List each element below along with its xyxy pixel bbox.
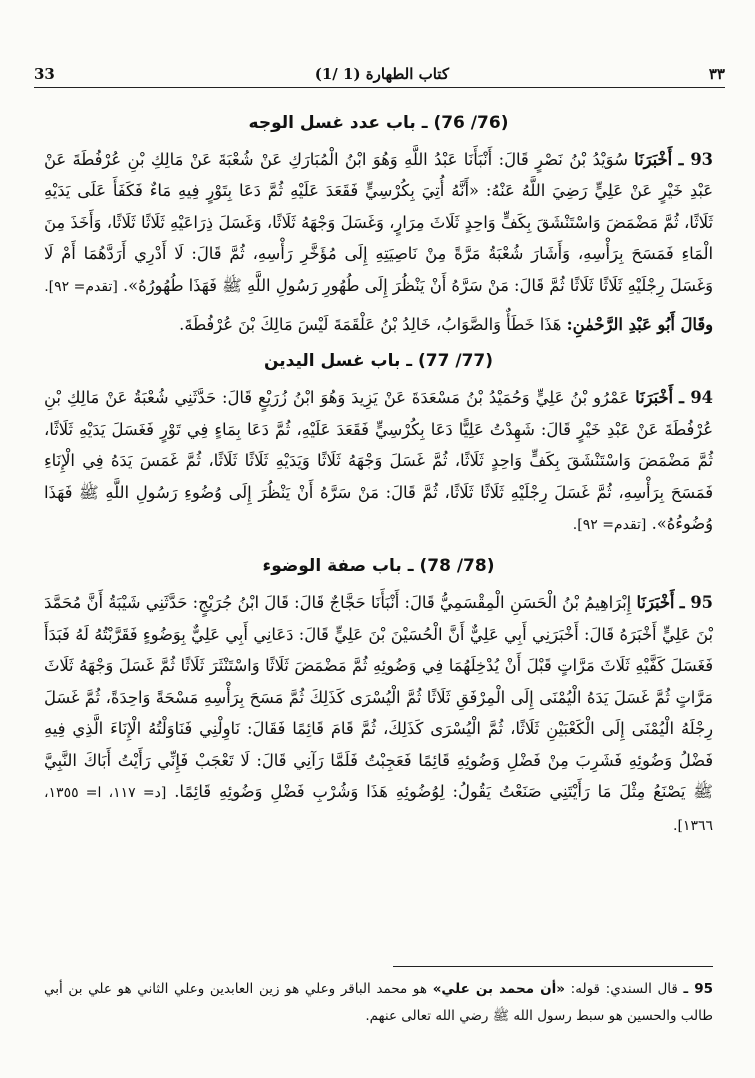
hadith-95 (44, 587, 713, 842)
author-note-text: هَذَا خَطَأٌ وَالصَّوَابُ، خَالِدُ بْنُ عَلْقَمَةَ لَيْسَ مَالِكَ بْنَ عُرْفُطَةَ. (179, 315, 562, 335)
footnote-divider (393, 966, 713, 967)
author-note (44, 309, 713, 340)
cross-reference: [تقدم= ٩٢]. (572, 517, 647, 534)
narration-keyword: أَخْبَرَنَا (636, 593, 675, 613)
running-head (34, 54, 725, 88)
hadith-number: 94 ـ (679, 388, 713, 408)
chapter-heading-76: (76/ 76) ـ باب عدد غسل الوجه (248, 113, 509, 133)
narration-keyword: أَخْبَرَنَا (635, 388, 674, 408)
footnote-number: 95 ـ (683, 981, 713, 997)
hadith-number: 93 ـ (678, 150, 713, 169)
page-number-arabic: ٣٣ (708, 65, 725, 83)
hadith-text: سُوَيْدُ بْنُ نَصْرٍ قَالَ: أَنْبَأَنَا عَبْدُ اللَّهِ وَهُوَ ابْنُ الْمُبَارَكِ عَنْ شُعْبَةَ عَنْ مَالِكِ بْنِ عُرْفُطَةَ عَنْ عَبْدِ خَيْرٍ عَنْ عَلِيٍّ رَضِيَ اللَّهُ عَنْهُ: «أَنَّهُ أُتِيَ بِكُرْسِيٍّ فَقَعَدَ عَلَيْهِ ثُمَّ دَعَا بِتَوْرٍ فِيهِ مَاءٌ فَكَفَأَ عَلَى يَدَيْهِ ثَلَاثًا، ثُمَّ مَضْمَضَ وَاسْتَنْشَقَ بِكَفٍّ وَاحِدٍ ثَلَاثَ مِرَارٍ، وَغَسَلَ وَجْهَهُ ثَلَاثًا، وَغَسَلَ ذِرَاعَيْهِ ثَلَاثًا ثَلَاثًا، وَأَخَذَ مِنَ الْمَاءِ فَمَسَحَ بِرَأْسِهِ، وَأَشَارَ شُعْبَةُ مَرَّةً مِنْ نَاصِيَتِهِ إِلَى مُؤَخَّرِ رَأْسِهِ، ثُمَّ قَالَ: لَا أَدْرِي أَرَدَّهُمَا أَمْ لَا وَغَسَلَ رِجْلَيْهِ ثَلَاثًا ثَلَاثًا ثُمَّ قَالَ: مَنْ سَرَّهُ أَنْ يَنْظُرَ إِلَى طُهُورِ رَسُولِ اللَّهِ ﷺ فَهَذَا طُهُورُهُ». (44, 150, 713, 295)
footnote-text: هو محمد الباقر وعلي هو زين العابدين وعلي الثاني هو علي بن أبي طالب والحسين هو سبط رسول الله ﷺ رضي الله تعالى عنهم. (44, 981, 713, 1024)
hadith-text: إِبْرَاهِيمُ بْنُ الْحَسَنِ الْمِقْسَمِيُّ قَالَ: أَنْبَأَنَا حَجَّاجٌ قَالَ: قَالَ ابْنُ جُرَيْجٍ: حَدَّثَنِي شَيْبَةُ أَنَّ مُحَمَّدَ بْنَ عَلِيٍّ أَخْبَرَهُ قَالَ: أَخْبَرَنِي أَبِي عَلِيٌّ أَنَّ الْحُسَيْنَ بْنَ عَلِيٍّ قَالَ: دَعَانِي أَبِي عَلِيٌّ بِوَضُوءٍ فَقَرَّبْتُهُ لَهُ فَبَدَأَ فَغَسَلَ كَفَّيْهِ ثَلَاثَ مَرَّاتٍ قَبْلَ أَنْ يُدْخِلَهُمَا فِي وَضُوئِهِ ثُمَّ مَضْمَضَ ثَلَاثًا وَاسْتَنْثَرَ ثَلَاثًا ثُمَّ غَسَلَ وَجْهَهُ ثَلَاثَ مَرَّاتٍ ثُمَّ غَسَلَ يَدَهُ الْيُمْنَى إِلَى الْمِرْفَقِ ثَلَاثًا ثُمَّ الْيُسْرَى كَذَلِكَ ثُمَّ مَسَحَ بِرَأْسِهِ مَسْحَةً وَاحِدَةً، ثُمَّ غَسَلَ رِجْلَهُ الْيُمْنَى إِلَى الْكَعْبَيْنِ ثَلَاثًا، ثُمَّ الْيُسْرَى كَذَلِكَ، ثُمَّ قَامَ قَائِمًا فَقَالَ: نَاوِلْنِي فَنَاوَلْتُهُ الْإِنَاءَ الَّذِي فِيهِ فَضْلُ وَضُوئِهِ فَشَرِبَ مِنْ فَضْلِ وَضُوئِهِ قَائِمًا فَعَجِبْتُ فَلَمَّا رَآنِي قَالَ: لَا تَعْجَبْ فَإِنِّي رَأَيْتُ أَبَاكَ النَّبِيَّ ﷺ يَصْنَعُ مِثْلَ مَا رَأَيْتَنِي صَنَعْتُ يَقُولُ: لِوُضُوئِهِ هَذَا وَشُرْبِ فَضْلِ وَضُوئِهِ قَائِمًا. (44, 593, 713, 801)
chapter-heading-78: (78/ 78) ـ باب صفة الوضوء (262, 556, 495, 577)
hadith-text: عَمْرُو بْنُ عَلِيٍّ وَحُمَيْدُ بْنُ مَسْعَدَةَ عَنْ يَزِيدَ وَهُوَ ابْنُ زُرَيْعٍ قَالَ: حَدَّثَنِي شُعْبَةُ عَنْ مَالِكِ بْنِ عُرْفُطَةَ عَنْ عَبْدِ خَيْرٍ قَالَ: شَهِدْتُ عَلِيًّا دَعَا بِكُرْسِيٍّ فَقَعَدَ عَلَيْهِ، ثُمَّ دَعَا بِمَاءٍ فِي تَوْرٍ فَغَسَلَ يَدَيْهِ ثَلَاثًا، ثُمَّ مَضْمَضَ وَاسْتَنْشَقَ بِكَفٍّ وَاحِدٍ ثَلَاثًا، ثُمَّ غَسَلَ وَجْهَهُ ثَلَاثًا وَيَدَيْهِ ثَلَاثًا ثَلَاثًا، ثُمَّ غَمَسَ يَدَهُ فِي الْإِنَاءِ فَمَسَحَ بِرَأْسِهِ، ثُمَّ غَسَلَ رِجْلَيْهِ ثَلَاثًا ثَلَاثًا، ثُمَّ قَالَ: مَنْ سَرَّهُ أَنْ يَنْظُرَ إِلَى وُضُوءِ رَسُولِ اللَّهِ ﷺ فَهَذَا وُضُوءُهُ». (44, 388, 713, 534)
hadith-93 (44, 144, 713, 303)
hadith-94 (44, 382, 713, 541)
footnote-lead: قال السندي: قوله: (570, 981, 678, 997)
cross-reference: [د= ١١٧، ا= ١٣٥٥، ١٣٦٦]. (44, 784, 713, 835)
footnote (44, 976, 713, 1030)
page-body (44, 108, 713, 843)
footnote-quote: «أن محمد بن علي» (432, 981, 566, 997)
cross-reference: [تقدم= ٩٢]. (44, 278, 118, 295)
section-title: (1/ 1) كتاب الطهارة (314, 65, 449, 83)
hadith-number: 95 ـ (679, 593, 713, 613)
chapter-heading-77: (77/ 77) ـ باب غسل اليدين (263, 351, 494, 372)
narration-keyword: أَخْبَرَنَا (634, 150, 673, 169)
author-note-lead: وقَالَ أَبُو عَبْدِ الرَّحْمٰنِ: (566, 315, 713, 335)
page-number-latin: 33 (34, 65, 55, 83)
